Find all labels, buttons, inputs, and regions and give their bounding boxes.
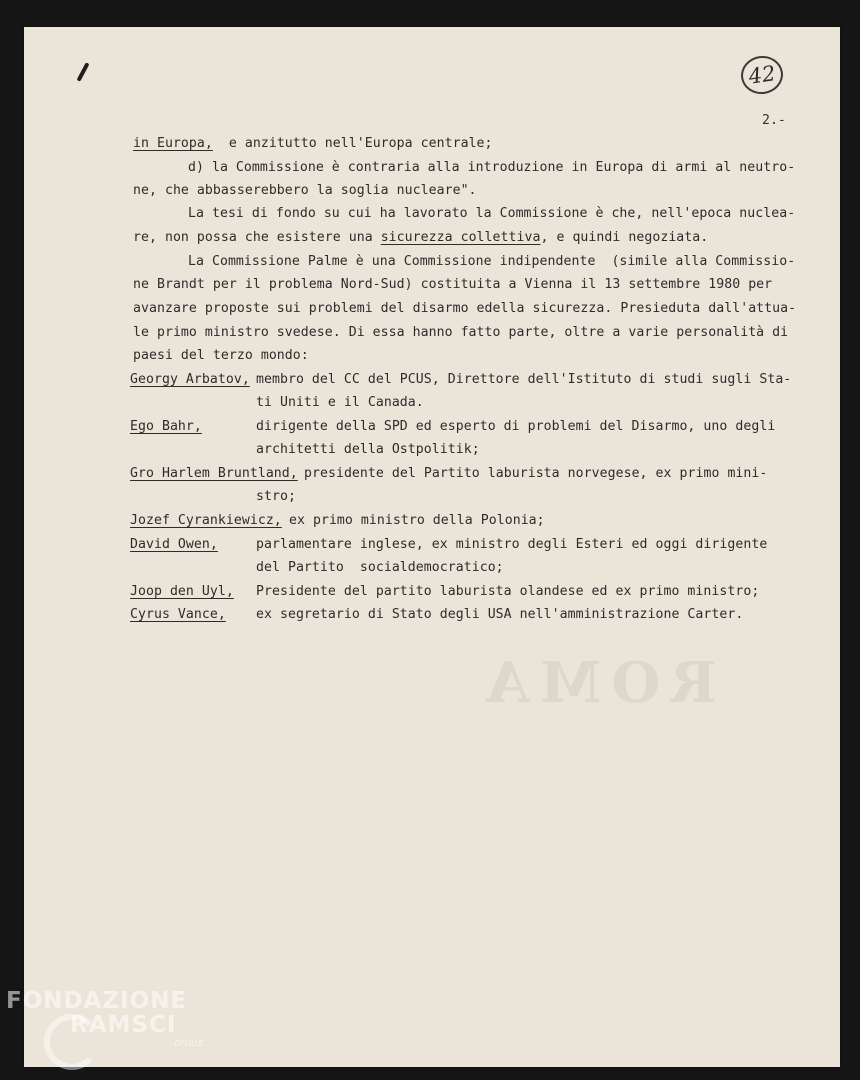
member-desc: parlamentare inglese, ex ministro degli Esteri ed oggi dirigente: [256, 537, 768, 552]
member-desc: ex segretario di Stato degli USA nell'amministrazione Carter.: [256, 607, 744, 622]
member-desc-cont: del Partito socialdemocratico;: [256, 560, 504, 575]
member-desc: presidente del Partito laburista norvegese, ex primo mini-: [304, 466, 768, 481]
member-desc: dirigente della SPD ed esperto di problemi del Disarmo, uno degli: [256, 419, 776, 434]
member-desc-cont: stro;: [256, 489, 296, 504]
ghost-stamp: ROMA: [476, 650, 717, 716]
member-name: Gro Harlem Bruntland,: [130, 466, 298, 481]
member-desc: Presidente del partito laburista olandese ed ex primo ministro;: [256, 584, 760, 599]
member-desc: membro del CC del PCUS, Direttore dell'Istituto di studi sugli Sta-: [256, 372, 792, 387]
member-desc: ex primo ministro della Polonia;: [289, 513, 545, 528]
member-desc-cont: ti Uniti e il Canada.: [256, 395, 424, 410]
text-line-1: in Europa, e anzitutto nell'Europa centrale;: [133, 136, 493, 151]
text-line-5: re, non possa che esistere una sicurezza collettiva, e quindi negoziata.: [133, 230, 709, 245]
folio-number: 42: [739, 53, 786, 96]
g-logo-icon: [44, 1014, 100, 1070]
member-desc-cont: architetti della Ostpolitik;: [256, 442, 480, 457]
text-line-4: La tesi di fondo su cui ha lavorato la Commissione è che, nell'epoca nuclea-: [188, 206, 796, 221]
page-number: 2.-: [762, 113, 786, 128]
member-name: Joop den Uyl,: [130, 584, 234, 599]
member-name: Georgy Arbatov,: [130, 372, 250, 387]
member-name: David Owen,: [130, 537, 218, 552]
underlined-phrase: in Europa,: [133, 136, 213, 151]
member-name: Cyrus Vance,: [130, 607, 226, 622]
text-line-2: d) la Commissione è contraria alla introduzione in Europa di armi al neutro-: [188, 160, 796, 175]
text-line-7: ne Brandt per il problema Nord-Sud) costituita a Vienna il 13 settembre 1980 per: [133, 277, 773, 292]
foundation-watermark: FONDAZIONE RAMSCI onlus: [6, 988, 203, 1049]
text-line-10: paesi del terzo mondo:: [133, 348, 309, 363]
text-line-8: avanzare proposte sui problemi del disarmo edella sicurezza. Presieduta dall'attua-: [133, 301, 797, 316]
member-name: Ego Bahr,: [130, 419, 202, 434]
text-line-3: ne, che abbasserebbero la soglia nucleare".: [133, 183, 477, 198]
text-line-6: La Commissione Palme è una Commissione indipendente (simile alla Commissio-: [188, 254, 796, 269]
member-name: Jozef Cyrankiewicz,: [130, 513, 282, 528]
underlined-phrase: sicurezza collettiva: [380, 230, 541, 245]
text-line-9: le primo ministro svedese. Di essa hanno fatto parte, oltre a varie personalità di: [133, 325, 789, 340]
